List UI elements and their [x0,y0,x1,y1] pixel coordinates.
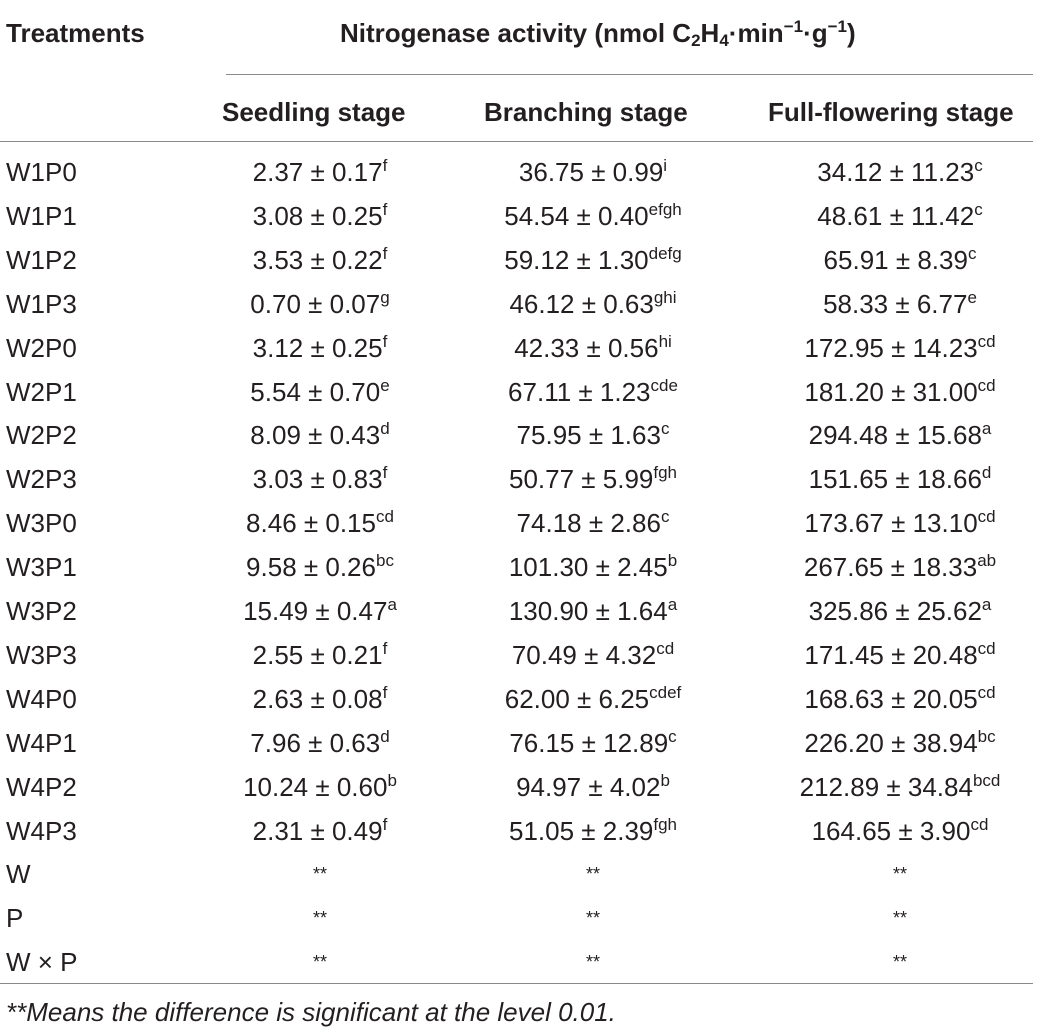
treatment-cell: W2P2 [6,420,77,451]
flowering-value-cell [770,457,1030,501]
seedling-value: 2.63 ± 0.08 [252,683,383,714]
flowering-significance-letters: d [981,463,992,483]
branching-value-cell [448,150,738,194]
seedling-value: 9.58 ± 0.26 [246,552,376,583]
seedling-significance-letters: g [380,287,390,307]
seedling-value: 3.53 ± 0.22 [252,244,383,275]
treatments-header: Treatments [6,18,145,48]
flowering-value: 212.89 ± 34.84 [799,771,973,802]
flowering-value: ** [892,864,907,885]
branching-value: 59.12 ± 1.30 [504,244,649,275]
flowering-value-cell [770,589,1030,633]
seedling-value: 7.96 ± 0.63 [250,727,381,758]
branching-value-cell [448,896,738,941]
header-sub-2: 2 [691,31,701,50]
table-row [0,457,1039,501]
flowering-value: 58.33 ± 6.77 [823,288,968,319]
flowering-significance-letters: a [981,595,992,614]
table-bottom-rule [0,983,1033,984]
branching-value-cell [448,589,738,633]
treatment-cell: W2P3 [6,464,77,495]
treatment-cell: W4P0 [6,683,77,714]
seedling-significance-letters: d [380,726,390,746]
seedling-value-cell [228,326,412,370]
flowering-value: 65.91 ± 8.39 [823,244,968,275]
branching-significance-letters: fgh [653,463,678,483]
branching-value: 50.77 ± 5.99 [508,464,654,495]
flowering-significance-letters: c [974,199,983,219]
branching-value: 130.90 ± 1.64 [508,596,668,626]
seedling-value: 2.55 ± 0.21 [252,639,383,670]
branching-significance-letters: cd [656,638,675,658]
branching-value-cell [448,809,738,853]
branching-value: 67.11 ± 1.23 [508,376,651,407]
flowering-value-cell [770,721,1030,765]
treatment-cell: W2P1 [6,376,77,407]
header-subrule [226,74,1033,75]
seedling-value-cell [228,501,412,545]
flowering-significance-letters: cd [977,682,996,702]
table-row [0,238,1039,282]
flowering-significance-letters: c [974,156,983,175]
full-flowering-stage-header: Full-flowering stage [768,97,1014,127]
header-text-g: ·g [803,18,828,48]
seedling-value-cell [228,852,412,897]
branching-value-cell [448,326,738,370]
branching-value: 42.33 ± 0.56 [514,332,659,363]
seedling-value-cell [228,282,412,326]
flowering-significance-letters: c [967,243,977,263]
flowering-value-cell [770,852,1030,897]
flowering-value: 172.95 ± 14.23 [804,332,978,363]
seedling-value-cell [228,809,412,853]
table-row [0,501,1039,545]
flowering-value: 164.65 ± 3.90 [811,815,971,846]
flowering-value: 267.65 ± 18.33 [803,552,978,583]
seedling-value: ** [312,864,327,885]
seedling-value-cell [228,238,412,282]
branching-value-cell [448,238,738,282]
branching-value: ** [585,864,600,885]
table-row [0,940,1039,984]
treatment-cell: W3P3 [6,639,77,670]
seedling-value-cell [228,413,412,457]
flowering-value: 226.20 ± 38.94 [804,727,978,758]
seedling-significance-letters: b [387,770,397,790]
table-row [0,589,1039,633]
treatment-cell: W4P3 [6,815,77,846]
seedling-value: 3.03 ± 0.83 [252,464,383,495]
treatment-cell: P [6,903,24,934]
table-row [0,194,1039,238]
seedling-value: 0.70 ± 0.07 [250,288,381,319]
branching-value-cell [448,501,738,545]
table-row [0,677,1039,721]
table-row [0,896,1039,940]
seedling-significance-letters: f [382,682,388,702]
branching-value-cell [448,677,738,721]
seedling-value-cell [228,150,412,194]
branching-significance-letters: b [660,770,670,790]
flowering-significance-letters: ab [977,551,997,571]
footnote: **Means the difference is significant at the level 0.01. [6,997,616,1027]
seedling-value: 3.12 ± 0.25 [252,332,383,363]
flowering-value: 168.63 ± 20.05 [804,683,978,714]
branching-value-cell [448,413,738,457]
flowering-value-cell [770,809,1030,853]
branching-value-cell [448,940,738,985]
flowering-significance-letters: cd [977,507,996,527]
treatment-cell: W1P3 [6,288,77,319]
seedling-value: 10.24 ± 0.60 [243,771,388,802]
table-row [0,282,1039,326]
branching-significance-letters: ghi [653,287,677,307]
branching-value: ** [585,952,600,973]
treatment-cell: W2P0 [6,332,77,363]
seedling-value: 3.08 ± 0.25 [252,200,383,231]
branching-value: 76.15 ± 12.89 [509,727,669,758]
flowering-value-cell [770,633,1030,677]
flowering-value-cell [770,501,1030,545]
seedling-significance-letters: bc [375,551,394,571]
table-row [0,721,1039,765]
header-text-prefix: Nitrogenase activity (nmol C [340,18,692,48]
seedling-significance-letters: f [382,331,388,351]
flowering-value-cell [770,413,1030,457]
flowering-value: 48.61 ± 11.42 [817,200,975,231]
flowering-value-cell [770,765,1030,809]
seedling-value-cell [228,721,412,765]
branching-value: 94.97 ± 4.02 [516,771,661,802]
flowering-value-cell [770,194,1030,238]
treatment-cell: W4P1 [6,727,77,758]
flowering-value: 151.65 ± 18.66 [808,464,982,495]
header-sup-min: −1 [783,17,804,36]
header-text-close: ) [847,18,856,48]
seedling-significance-letters: d [380,419,390,439]
branching-significance-letters: c [668,726,677,746]
table-row [0,370,1039,414]
branching-value: 75.95 ± 1.63 [516,420,661,451]
seedling-value-cell [228,677,412,721]
flowering-significance-letters: bc [977,726,996,746]
treatment-cell: W × P [6,947,78,978]
seedling-significance-letters: f [382,156,388,175]
flowering-significance-letters: bcd [972,770,1001,790]
branching-value-cell [448,721,738,765]
table-row [0,326,1039,370]
branching-stage-header: Branching stage [484,97,688,127]
branching-significance-letters: i [663,156,668,175]
branching-value: ** [585,908,600,929]
branching-significance-letters: cdef [649,682,682,702]
flowering-value-cell [770,282,1030,326]
flowering-significance-letters: cd [977,638,996,658]
branching-value: 36.75 ± 0.99 [518,157,664,187]
seedling-value-cell [228,940,412,985]
seedling-value-cell [228,457,412,501]
flowering-value: 294.48 ± 15.68 [808,420,982,451]
treatment-cell: W1P2 [6,244,77,275]
table-row [0,809,1039,853]
branching-value-cell [448,194,738,238]
table-row [0,765,1039,809]
treatment-cell: W1P0 [6,157,77,187]
table-row [0,150,1039,194]
seedling-value: 8.09 ± 0.43 [250,420,381,451]
treatment-cell: W3P2 [6,596,77,626]
flowering-value-cell [770,326,1030,370]
branching-value: 74.18 ± 2.86 [516,508,661,539]
header-text-min: ·min [728,18,784,48]
branching-significance-letters: defg [648,243,682,263]
seedling-significance-letters: f [382,199,388,219]
treatment-cell: W3P1 [6,552,77,583]
table-row [0,633,1039,677]
seedling-significance-letters: f [382,814,388,834]
flowering-significance-letters: cd [977,375,996,395]
table-row [0,545,1039,589]
seedling-value: 2.31 ± 0.49 [252,815,383,846]
flowering-value: 181.20 ± 31.00 [804,376,978,407]
seedling-significance-letters: f [382,638,388,658]
branching-value: 101.30 ± 2.45 [508,552,668,583]
flowering-value-cell [770,238,1030,282]
seedling-value-cell [228,765,412,809]
branching-value: 51.05 ± 2.39 [508,815,654,846]
branching-value: 70.49 ± 4.32 [511,639,657,670]
seedling-significance-letters: cd [375,507,394,527]
seedling-significance-letters: f [382,463,388,483]
branching-value: 62.00 ± 6.25 [504,683,650,714]
branching-value-cell [448,370,738,414]
header-bottom-rule [0,141,1033,142]
flowering-value-cell [770,150,1030,194]
seedling-value-cell [228,194,412,238]
seedling-value: ** [312,908,327,929]
flowering-value-cell [770,545,1030,589]
branching-value-cell [448,457,738,501]
flowering-significance-letters: cd [977,331,996,351]
seedling-significance-letters: e [380,375,390,395]
branching-value-cell [448,633,738,677]
seedling-value: 15.49 ± 0.47 [243,596,388,626]
seedling-value: 8.46 ± 0.15 [246,508,376,539]
seedling-value-cell [228,370,412,414]
treatment-cell: W4P2 [6,771,77,802]
header-sup-g: −1 [827,17,848,36]
flowering-value-cell [770,940,1030,985]
header-sub-4: 4 [719,31,729,50]
treatment-cell: W1P1 [6,200,77,231]
branching-significance-letters: a [667,595,678,614]
flowering-value-cell [770,896,1030,941]
seedling-value-cell [228,633,412,677]
flowering-value: 325.86 ± 25.62 [808,596,982,626]
seedling-value: 2.37 ± 0.17 [252,157,383,187]
branching-significance-letters: efgh [648,199,682,219]
seedling-value-cell [228,589,412,633]
treatment-cell: W [6,859,31,890]
table-row [0,413,1039,457]
branching-significance-letters: b [667,551,678,571]
branching-significance-letters: fgh [653,814,678,834]
flowering-significance-letters: a [981,419,992,439]
branching-significance-letters: cde [650,375,678,395]
flowering-value: ** [892,952,907,973]
nitrogenase-activity-header [340,18,856,49]
branching-value: 54.54 ± 0.40 [504,200,649,231]
seedling-value-cell [228,896,412,941]
branching-significance-letters: c [660,507,670,527]
branching-value-cell [448,545,738,589]
flowering-value: 171.45 ± 20.48 [804,639,978,670]
flowering-significance-letters: e [967,287,977,307]
seedling-value: ** [312,952,327,973]
branching-value-cell [448,852,738,897]
table-row [0,852,1039,896]
flowering-value-cell [770,677,1030,721]
branching-value-cell [448,282,738,326]
branching-value-cell [448,765,738,809]
seedling-significance-letters: a [387,595,397,614]
header-text-h: H [700,18,720,48]
flowering-value-cell [770,370,1030,414]
branching-significance-letters: c [660,419,670,439]
branching-significance-letters: hi [658,331,672,351]
seedling-stage-header: Seedling stage [222,97,406,127]
flowering-value: 34.12 ± 11.23 [817,157,975,187]
branching-value: 46.12 ± 0.63 [509,288,654,319]
flowering-significance-letters: cd [970,814,989,834]
treatment-cell: W3P0 [6,508,77,539]
flowering-value: ** [892,908,907,929]
flowering-value: 173.67 ± 13.10 [804,508,978,539]
seedling-value: 5.54 ± 0.70 [250,376,381,407]
seedling-value-cell [228,545,412,589]
seedling-significance-letters: f [382,243,388,263]
